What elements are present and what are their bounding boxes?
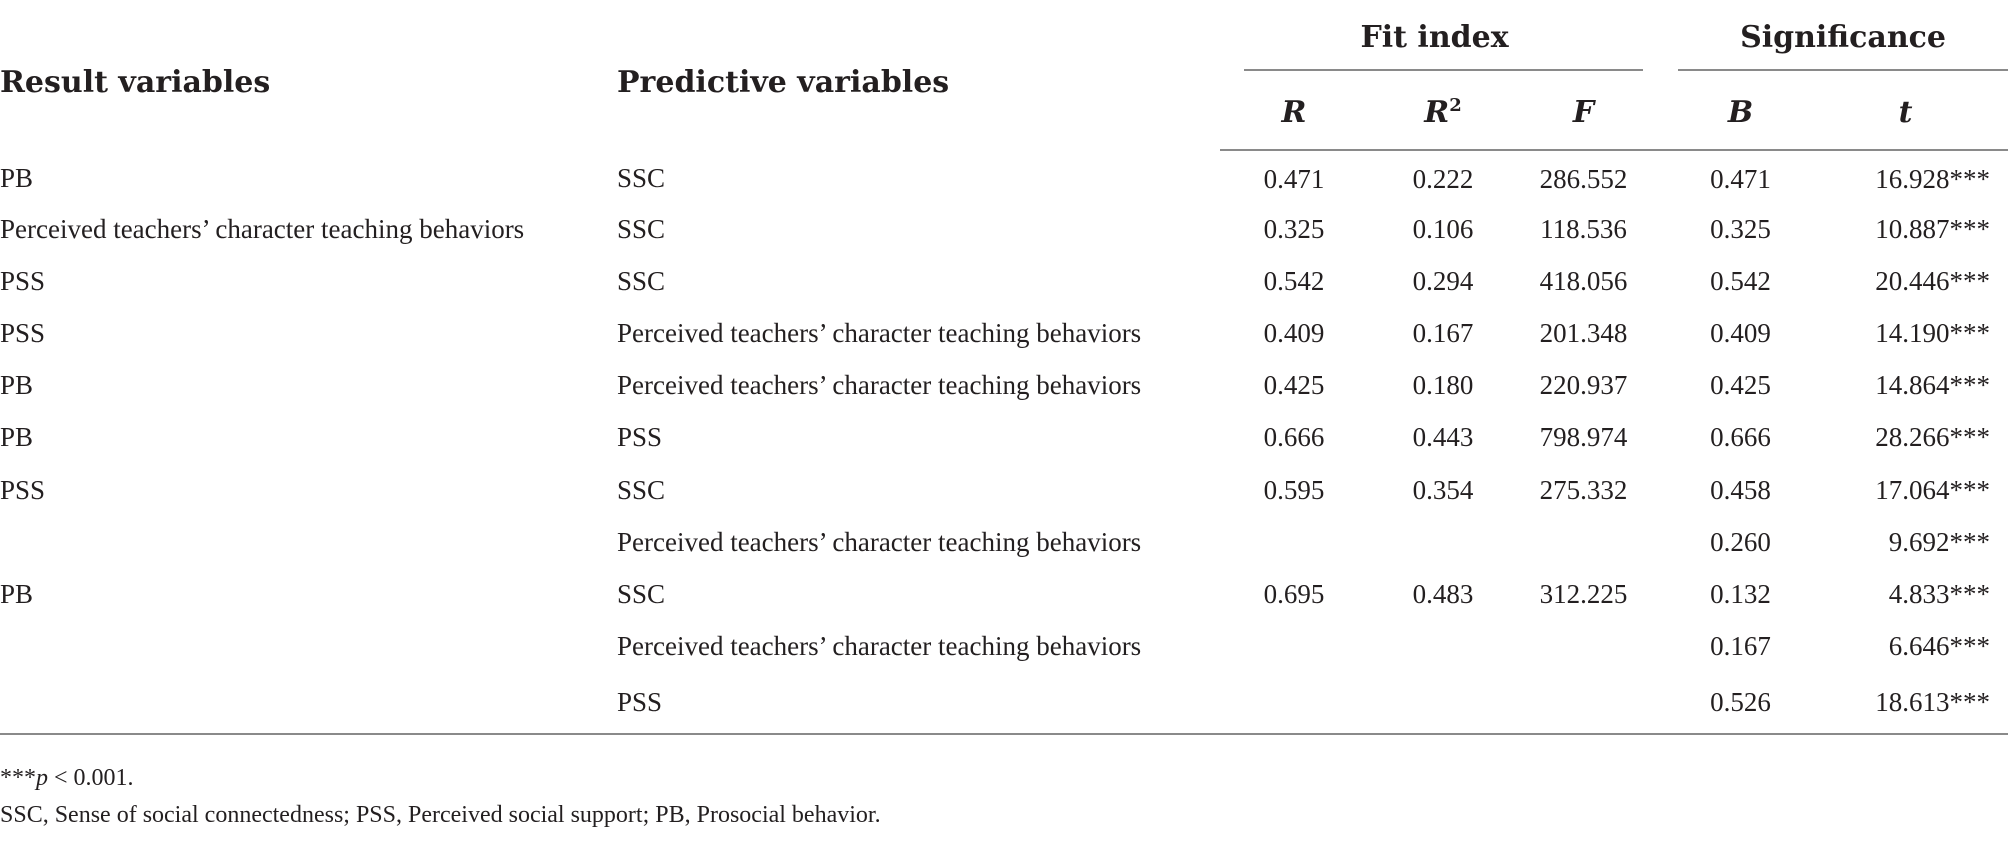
header-gap [1649, 14, 1678, 75]
table-header [0, 14, 2008, 150]
cell-f: 220.937 [1539, 370, 1628, 401]
table-row [0, 150, 2008, 203]
cell-gap [1649, 516, 1678, 568]
cell-b: 0.471 [1710, 163, 1771, 194]
cell-f: 118.536 [1540, 213, 1627, 244]
cell-result: Perceived teachers’ character teaching behaviors [0, 213, 525, 244]
header-fit-index-label: Fit index [1360, 20, 1509, 55]
table-row [0, 516, 2008, 568]
cell-result: PB [0, 163, 34, 193]
sig-rest: < 0.001. [48, 765, 134, 791]
header-b [1678, 75, 1803, 150]
cell-t: 4.833*** [1888, 578, 1991, 609]
cell-predictive: Perceived teachers’ character teaching behaviors [617, 526, 1142, 557]
cell-r2: 0.354 [1412, 474, 1474, 505]
cell-t: 14.864*** [1875, 370, 1991, 401]
fit-index-rule [1244, 69, 1643, 71]
cell-f: 275.332 [1539, 474, 1628, 505]
table-footnotes [0, 760, 881, 834]
table-row [0, 464, 2008, 516]
cell-gap [1649, 360, 1678, 412]
cell-result [0, 621, 617, 673]
cell-gap [1649, 255, 1678, 307]
cell-t: 20.446*** [1875, 265, 1991, 296]
cell-r2: 0.294 [1412, 265, 1474, 296]
header-b-label: B [1727, 94, 1754, 130]
cell-r2: 0.443 [1412, 422, 1474, 453]
header-f [1518, 75, 1649, 150]
cell-r2 [1368, 516, 1518, 568]
cell-predictive: SSC [617, 474, 666, 505]
cell-gap [1649, 150, 1678, 203]
table-row [0, 412, 2008, 464]
cell-r: 0.325 [1263, 213, 1325, 244]
cell-f: 418.056 [1539, 265, 1628, 296]
sig-p: p [36, 765, 48, 791]
header-t [1803, 75, 2008, 150]
cell-predictive: SSC [617, 265, 666, 296]
table-row [0, 203, 2008, 255]
cell-b: 0.409 [1710, 317, 1771, 348]
cell-predictive: PSS [617, 422, 663, 453]
cell-t: 18.613*** [1803, 673, 2008, 734]
table-row [0, 568, 2008, 620]
cell-result: PSS [0, 317, 46, 348]
table-row [0, 255, 2008, 307]
cell-r2: 0.180 [1412, 370, 1474, 401]
cell-r2: 0.222 [1412, 163, 1474, 194]
cell-gap [1649, 621, 1678, 673]
table-row [0, 673, 2008, 734]
header-significance [1678, 14, 2008, 75]
cell-predictive: PSS [617, 673, 1220, 734]
cell-predictive: Perceived teachers’ character teaching behaviors [617, 631, 1142, 662]
cell-t: 9.692*** [1888, 526, 1991, 557]
regression-table [0, 14, 2008, 735]
cell-result: PB [0, 578, 34, 609]
cell-b: 0.542 [1710, 265, 1771, 296]
header-r2 [1368, 75, 1518, 150]
cell-predictive: Perceived teachers’ character teaching behaviors [617, 317, 1142, 348]
cell-r2: 0.106 [1412, 213, 1474, 244]
header-gap-sub [1649, 75, 1678, 150]
cell-t: 14.190*** [1875, 317, 1991, 348]
table-row [0, 621, 2008, 673]
cell-predictive: Perceived teachers’ character teaching behaviors [617, 370, 1142, 401]
cell-f [1518, 621, 1649, 673]
cell-b: 0.132 [1710, 578, 1771, 609]
cell-r: 0.666 [1263, 422, 1325, 453]
cell-t: 28.266*** [1875, 422, 1991, 453]
cell-gap [1649, 673, 1678, 734]
cell-r: 0.542 [1263, 265, 1325, 296]
cell-result: PB [0, 370, 34, 401]
cell-r2: 0.167 [1412, 317, 1474, 348]
cell-b: 0.325 [1710, 213, 1771, 244]
cell-t: 10.887*** [1875, 213, 1991, 244]
cell-result: PSS [0, 265, 46, 296]
cell-r: 0.425 [1263, 370, 1325, 401]
cell-gap [1649, 307, 1678, 359]
table-row [0, 360, 2008, 412]
cell-predictive: SSC [617, 163, 666, 193]
header-r2-label: R [1424, 94, 1450, 130]
header-result-variables: Result variables [0, 64, 271, 100]
cell-b: 0.526 [1678, 673, 1803, 734]
cell-b: 0.167 [1710, 631, 1771, 662]
cell-r [1220, 673, 1368, 734]
cell-r2: 0.483 [1412, 578, 1474, 609]
cell-b: 0.260 [1710, 526, 1771, 557]
cell-result: PB [0, 422, 34, 453]
cell-r [1220, 621, 1368, 673]
header-t-label: t [1898, 94, 1913, 130]
cell-gap [1649, 203, 1678, 255]
cell-result [0, 516, 617, 568]
cell-f: 286.552 [1539, 163, 1628, 194]
sig-stars: *** [0, 765, 36, 791]
header-predictive-variables: Predictive variables [617, 64, 950, 100]
cell-b: 0.425 [1710, 370, 1771, 401]
cell-b: 0.458 [1710, 474, 1771, 505]
abbreviation-footnote: SSC, Sense of social connectedness; PSS, Perceived social support; PB, Prosocial behavior. [0, 802, 881, 828]
cell-r: 0.471 [1263, 163, 1325, 194]
header-significance-label: Significance [1740, 20, 1946, 55]
significance-rule [1678, 69, 2008, 71]
cell-f: 201.348 [1539, 317, 1628, 348]
header-fit-index [1220, 14, 1649, 75]
cell-result: PSS [0, 474, 46, 505]
cell-predictive: SSC [617, 578, 666, 609]
cell-t: 17.064*** [1875, 474, 1991, 505]
cell-f: 798.974 [1539, 422, 1628, 453]
header-r2-superscript: 2 [1449, 94, 1462, 116]
cell-t: 16.928*** [1875, 163, 1991, 194]
header-f-label: F [1572, 94, 1595, 130]
cell-predictive: SSC [617, 213, 666, 244]
cell-r [1220, 516, 1368, 568]
cell-f: 312.225 [1539, 578, 1628, 609]
cell-t: 6.646*** [1888, 631, 1991, 662]
cell-r: 0.695 [1263, 578, 1325, 609]
cell-r: 0.595 [1263, 474, 1325, 505]
table-row [0, 307, 2008, 359]
cell-result [0, 673, 617, 734]
cell-r: 0.409 [1263, 317, 1325, 348]
table-body [0, 150, 2008, 734]
cell-f [1518, 516, 1649, 568]
cell-gap [1649, 464, 1678, 516]
header-r [1220, 75, 1368, 150]
cell-f [1518, 673, 1649, 734]
cell-r2 [1368, 621, 1518, 673]
cell-r2 [1368, 673, 1518, 734]
significance-footnote [0, 760, 881, 797]
cell-gap [1649, 568, 1678, 620]
cell-gap [1649, 412, 1678, 464]
header-r-label: R [1281, 94, 1307, 130]
cell-b: 0.666 [1710, 422, 1771, 453]
